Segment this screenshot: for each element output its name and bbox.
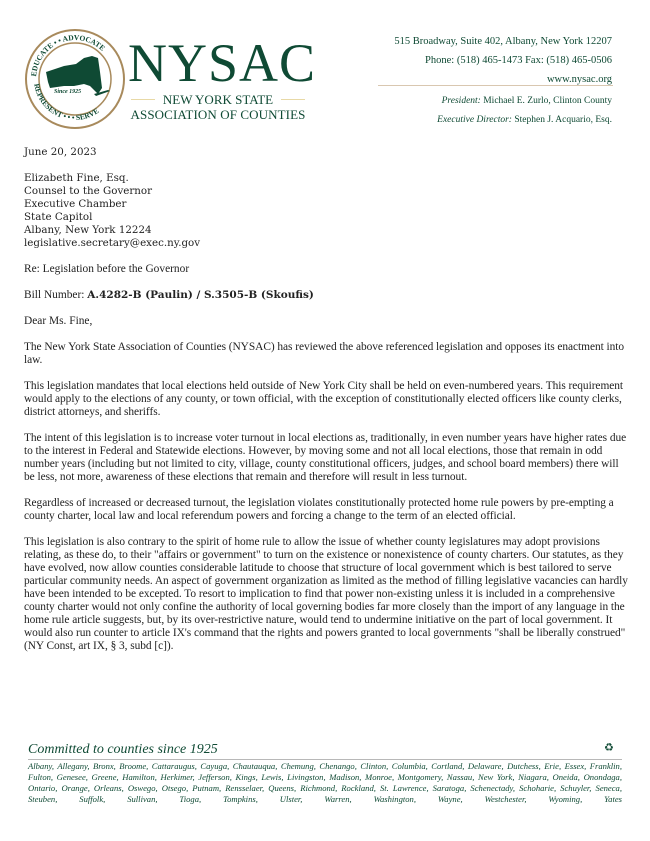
paragraph: Regardless of increased or decreased turnout, the legislation violates constitutionally protected home rule powers by pre-empting a county charter, local law and local referendum powers and forcing a change to the term of an elected official. <box>24 497 614 522</box>
paragraph: The New York State Association of Counties (NYSAC) has reviewed the above referenced legislation and opposes its enactment into law. <box>24 341 625 366</box>
bill-label: Bill Number: <box>24 289 88 301</box>
director-line <box>437 111 612 130</box>
footer <box>28 742 622 805</box>
footer-tagline: Committed to counties since 1925 <box>28 742 218 757</box>
nysac-seal-logo <box>24 28 126 130</box>
brand-block <box>128 33 317 123</box>
recipient-building: State Capitol <box>24 211 93 223</box>
decorative-rule <box>281 99 305 100</box>
brand-name: NYSAC <box>128 33 317 93</box>
recipient-address <box>24 172 628 250</box>
paragraph: The intent of this legislation is to increase voter turnout in local elections as, traditionally, in even number years have higher rates due to the interest in Federal and Statewide elections. However, by moving some and not all local elections, those that remain in odd number years (including but not limited to city, village, county constitutional officers, judges, and school board members) there will be less, not more, awareness of these elections that remain and therefore will result in less turnout. <box>24 432 627 483</box>
paragraph: This legislation mandates that local elections held outside of New York City shall be held on even-numbered years. This requirement would apply to the elections of any county, or town official, with the exception of constitutionally elected officers like county clerks, district attorneys, and sheriffs. <box>24 380 624 418</box>
brand-line-1: NEW YORK STATE <box>162 92 274 107</box>
letter-date: June 20, 2023 <box>24 146 97 158</box>
president-name: Michael E. Zurlo, Clinton County <box>483 96 612 106</box>
website-link[interactable]: www.nysac.org <box>546 74 612 85</box>
recipient-office: Executive Chamber <box>24 198 127 210</box>
address: 515 Broadway, Suite 402, Albany, New York 12207 <box>394 36 612 47</box>
svg-text:Since 1925: Since 1925 <box>54 89 82 95</box>
svg-text:REPRESENT • • • SERVE: REPRESENT • • • SERVE <box>32 82 101 123</box>
letterhead <box>0 0 650 135</box>
contact-info <box>394 32 612 89</box>
county-list: Albany, Allegany, Bronx, Broome, Cattaraugus, Cayuga, Chautauqua, Chemung, Chenango, Clinton, Columbia, Cortland, Delaware, Dutchess, Erie, Essex, Franklin, Fulton, Genesee, Greene, Hamilton, Herkimer, Jefferson, Kings, Lewis, Livingston, Madison, Monroe, Montgomery, Nassau, New York, Niagara, Oneida, Onondaga, Ontario, Orange, Orleans, Oswego, Otsego, Putnam, Rensselaer, Queens, Richmond, Rockland, St. Lawrence, Saratoga, Schenectady, Schoharie, Schuyler, Seneca, Steuben, Suffolk, Sullivan, Tioga, Tompkins, Ulster, Warren, Washington, Wayne, Westchester, Wyoming, Yates <box>28 761 622 804</box>
officers <box>437 92 612 130</box>
paragraph: This legislation is also contrary to the spirit of home rule to allow the issue of whether county legislatures may adopt provisions relating, as these do, to their "affairs or government" to turn on the existence or nonexistence of county charters. Our statutes, as they have evolved, now allow counties considerable latitude to choose that structure of local government which is best tailored to serve particular community needs. An aspect of government organization as limited as the method of filling legislative vacancies can hardly have been intended to be excepted. To resort to implication to find that power non-existing unless it is included in a comprehensive county charter would not only confine the authority of local governing bodies far more closely than the import of any language in the home rule article suggests, but, by its over-restrictive nature, would tend to undermine initiative on the part of local government. It would also run counter to article IX's command that the rights and powers granted to local governments "shall be liberally construed" (NY Const, art IX, § 3, subd [c]). <box>24 536 628 652</box>
phone-fax: Phone: (518) 465-1473 Fax: (518) 465-0506 <box>425 55 612 66</box>
brand-line-2: ASSOCIATION OF COUNTIES <box>130 107 306 122</box>
director-label: Executive Director: <box>437 115 512 125</box>
recipient-name: Elizabeth Fine, Esq. <box>24 172 129 184</box>
bill-number: A.4282-B (Paulin) / S.3505-B (Skoufis) <box>87 289 314 301</box>
recipient-title: Counsel to the Governor <box>24 185 153 197</box>
recycle-icon: ♻ <box>604 742 614 754</box>
svg-text:EDUCATE • • ADVOCATE: EDUCATE • • ADVOCATE <box>29 32 107 77</box>
recipient-email[interactable]: legislative.secretary@exec.ny.gov <box>24 237 201 249</box>
re-line: Re: Legislation before the Governor <box>24 263 190 275</box>
header-divider <box>378 85 613 86</box>
salutation: Dear Ms. Fine, <box>24 315 93 327</box>
president-label: President: <box>441 96 481 106</box>
recipient-city: Albany, New York 12224 <box>24 224 152 236</box>
footer-divider <box>28 759 622 760</box>
letter-body <box>24 146 628 666</box>
president-line <box>437 92 612 111</box>
bill-number-line <box>24 289 628 302</box>
director-name: Stephen J. Acquario, Esq. <box>514 115 612 125</box>
decorative-rule <box>131 99 155 100</box>
letter-paragraphs <box>24 341 628 653</box>
